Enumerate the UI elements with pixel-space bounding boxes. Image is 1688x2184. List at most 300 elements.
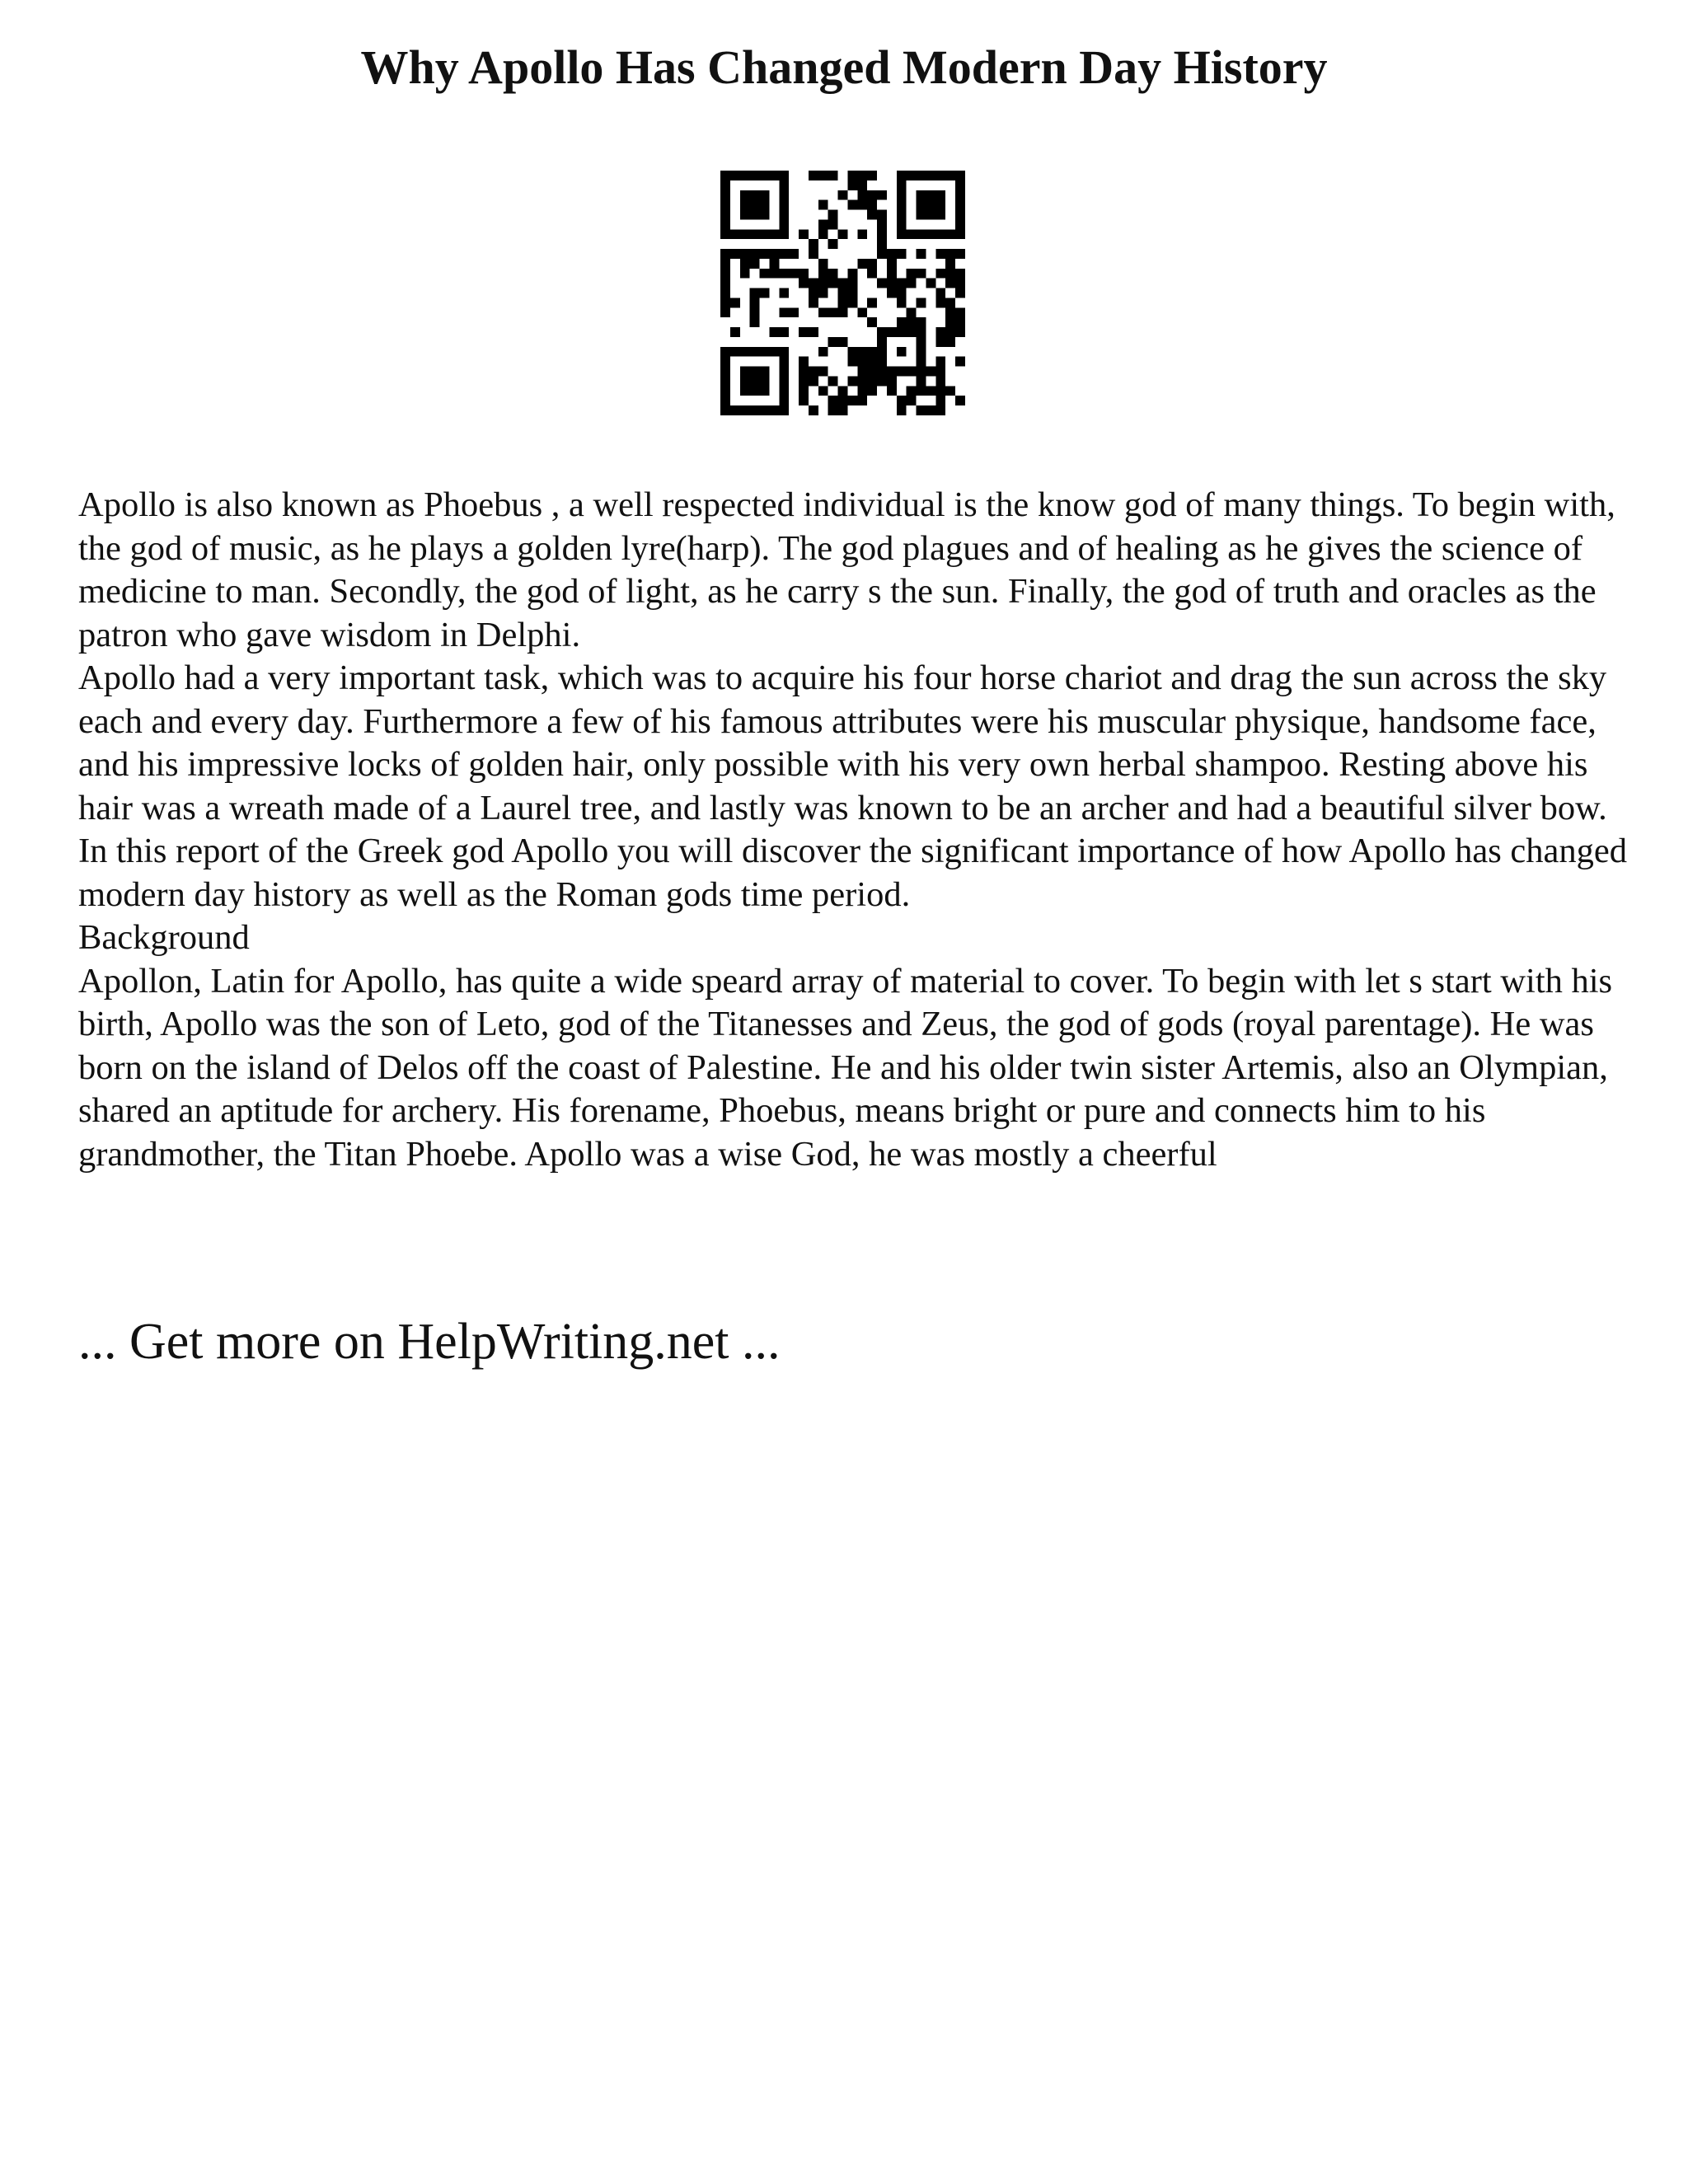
qr-module	[926, 190, 935, 200]
qr-module	[720, 307, 730, 317]
qr-module	[935, 396, 945, 405]
qr-module	[887, 279, 897, 288]
qr-module	[828, 405, 838, 415]
qr-module	[945, 259, 955, 269]
qr-module	[897, 249, 907, 259]
qr-module	[857, 396, 867, 405]
qr-module	[917, 367, 926, 377]
qr-module	[935, 386, 945, 396]
qr-module	[720, 259, 730, 269]
qr-module	[730, 298, 740, 307]
qr-module	[750, 249, 760, 259]
qr-module	[887, 249, 897, 259]
qr-module	[887, 376, 897, 386]
qr-module	[847, 288, 857, 298]
qr-module	[867, 298, 877, 307]
qr-module	[857, 200, 867, 210]
qr-module	[877, 357, 887, 367]
qr-module	[828, 239, 838, 249]
qr-module	[907, 317, 917, 327]
qr-module	[769, 405, 779, 415]
qr-module	[740, 259, 750, 269]
qr-module	[857, 180, 867, 190]
qr-module	[740, 190, 750, 200]
qr-module	[917, 298, 926, 307]
qr-module	[945, 298, 955, 307]
qr-module	[955, 210, 965, 220]
qr-module	[887, 327, 897, 337]
qr-module	[828, 269, 838, 279]
qr-module	[877, 229, 887, 239]
qr-module	[907, 307, 917, 317]
qr-module	[838, 405, 848, 415]
qr-module	[740, 405, 750, 415]
qr-module	[809, 298, 818, 307]
qr-module	[945, 386, 955, 396]
qr-module	[945, 317, 955, 327]
qr-module	[760, 229, 770, 239]
qr-module	[907, 367, 917, 377]
qr-module	[720, 269, 730, 279]
qr-module	[945, 337, 955, 347]
qr-module	[818, 269, 828, 279]
qr-module	[769, 269, 779, 279]
qr-module	[857, 367, 867, 377]
qr-module	[877, 210, 887, 220]
qr-module	[867, 210, 877, 220]
qr-module	[769, 347, 779, 357]
qr-module	[818, 279, 828, 288]
qr-module	[926, 405, 935, 415]
qr-module	[907, 396, 917, 405]
page-title: Why Apollo Has Changed Modern Day History	[360, 40, 1328, 94]
qr-module	[955, 269, 965, 279]
qr-module	[847, 279, 857, 288]
qr-module	[750, 367, 760, 377]
qr-module	[779, 171, 789, 180]
qr-module	[907, 269, 917, 279]
qr-module	[799, 367, 809, 377]
qr-module	[750, 405, 760, 415]
qr-module	[857, 229, 867, 239]
qr-module	[955, 288, 965, 298]
qr-module	[779, 210, 789, 220]
qr-module	[740, 229, 750, 239]
qr-module	[917, 327, 926, 337]
paragraph-task: Apollo had a very important task, which was to acquire his four horse chariot and drag the sun across the sky each and every day. Furthermore a few of his famous attributes were his muscular physique, handsome face, and his impressive locks of golden hair, only possible with his very own herbal shampoo. Resting above his hair was a wreath made of a Laurel tree, and lastly was known to be an archer and had a beautiful silver bow. In this report of the Greek god Apollo you will discover the significant importance of how Apollo has changed modern day history as well as the Roman gods time period.	[78, 658, 1628, 914]
qr-module	[720, 210, 730, 220]
paragraph-background: Apollon, Latin for Apollo, has quite a wide speard array of material to cover. To begin with let s start with his birth, Apollo was the son of Leto, god of the Titanesses and Zeus, the god of gods (royal parentage). He was born on the island of Delos off the coast of Palestine. He and his older twin sister Artemis, also an Olympian, shared an aptitude for archery. His forename, Phoebus, means bright or pure and connects him to his grandmother, the Titan Phoebe. Apollo was a wise God, he was mostly a cheerful	[78, 961, 1613, 1174]
qr-module	[955, 249, 965, 259]
qr-module	[779, 396, 789, 405]
qr-module	[799, 357, 809, 367]
qr-module	[750, 317, 760, 327]
qr-module	[789, 249, 799, 259]
qr-module	[720, 367, 730, 377]
qr-module	[828, 337, 838, 347]
qr-module	[955, 200, 965, 210]
qr-module	[945, 269, 955, 279]
qr-module	[917, 347, 926, 357]
qr-module	[828, 171, 838, 180]
qr-module	[760, 210, 770, 220]
qr-module	[769, 249, 779, 259]
qr-module	[857, 307, 867, 317]
qr-module	[955, 396, 965, 405]
qr-module	[809, 367, 818, 377]
qr-module	[740, 269, 750, 279]
qr-module	[897, 210, 907, 220]
qr-module	[935, 200, 945, 210]
qr-module	[740, 200, 750, 210]
qr-module	[818, 219, 828, 229]
qr-module	[867, 317, 877, 327]
qr-module	[917, 376, 926, 386]
qr-module	[847, 180, 857, 190]
qr-module	[760, 190, 770, 200]
qr-module	[730, 249, 740, 259]
qr-module	[917, 200, 926, 210]
qr-module	[740, 249, 750, 259]
qr-module	[907, 327, 917, 337]
qr-module	[760, 249, 770, 259]
qr-module	[809, 288, 818, 298]
qr-module	[917, 210, 926, 220]
qr-module	[760, 200, 770, 210]
qr-module	[935, 367, 945, 377]
qr-module	[828, 376, 838, 386]
qr-module	[828, 219, 838, 229]
qr-module	[828, 210, 838, 220]
qr-module	[730, 405, 740, 415]
qr-module	[926, 229, 935, 239]
qr-module	[769, 259, 779, 269]
qr-module	[877, 337, 887, 347]
qr-module	[779, 190, 789, 200]
qr-module	[750, 190, 760, 200]
qr-module	[867, 376, 877, 386]
qr-module	[720, 180, 730, 190]
qr-module	[897, 367, 907, 377]
qr-module	[955, 219, 965, 229]
qr-module	[809, 171, 818, 180]
qr-module	[750, 288, 760, 298]
qr-module	[897, 200, 907, 210]
qr-module	[750, 259, 760, 269]
qr-module	[917, 269, 926, 279]
qr-module	[838, 229, 848, 239]
qr-module	[945, 229, 955, 239]
qr-module	[887, 269, 897, 279]
qr-module	[730, 347, 740, 357]
qr-module	[828, 307, 838, 317]
qr-code-icon	[720, 171, 965, 415]
qr-module	[917, 190, 926, 200]
qr-module	[847, 171, 857, 180]
qr-module	[789, 307, 799, 317]
qr-module	[935, 249, 945, 259]
qr-module	[720, 288, 730, 298]
qr-module	[897, 279, 907, 288]
qr-module	[935, 376, 945, 386]
qr-module	[779, 307, 789, 317]
qr-module	[897, 317, 907, 327]
qr-module	[838, 386, 848, 396]
qr-module	[750, 210, 760, 220]
qr-module	[779, 269, 789, 279]
qr-module	[750, 347, 760, 357]
qr-module	[760, 386, 770, 396]
qr-module	[897, 396, 907, 405]
qr-module	[720, 279, 730, 288]
qr-module	[955, 190, 965, 200]
qr-module	[847, 357, 857, 367]
qr-module	[847, 376, 857, 386]
qr-module	[838, 298, 848, 307]
qr-module	[897, 171, 907, 180]
qr-module	[917, 405, 926, 415]
qr-module	[945, 327, 955, 337]
qr-module	[935, 269, 945, 279]
qr-module	[917, 317, 926, 327]
qr-module	[867, 347, 877, 357]
qr-module	[926, 210, 935, 220]
get-more-link[interactable]: ... Get more on HelpWriting.net ...	[78, 1314, 781, 1370]
qr-module	[809, 405, 818, 415]
qr-module	[867, 171, 877, 180]
qr-module	[857, 357, 867, 367]
qr-module	[897, 219, 907, 229]
qr-module	[867, 269, 877, 279]
qr-module	[847, 396, 857, 405]
qr-module	[945, 171, 955, 180]
qr-module	[818, 386, 828, 396]
qr-module	[740, 367, 750, 377]
qr-module	[838, 279, 848, 288]
qr-module	[720, 396, 730, 405]
qr-module	[750, 298, 760, 307]
qr-module	[897, 347, 907, 357]
qr-module	[897, 288, 907, 298]
qr-module	[750, 376, 760, 386]
qr-module	[818, 288, 828, 298]
qr-module	[907, 171, 917, 180]
qr-module	[907, 229, 917, 239]
qr-module	[935, 229, 945, 239]
qr-module	[917, 357, 926, 367]
qr-module	[779, 376, 789, 386]
qr-module	[779, 288, 789, 298]
qr-module	[945, 307, 955, 317]
qr-module	[750, 386, 760, 396]
qr-module	[760, 376, 770, 386]
qr-module	[877, 367, 887, 377]
qr-module	[818, 347, 828, 357]
qr-module	[720, 376, 730, 386]
qr-module	[838, 337, 848, 347]
qr-module	[955, 357, 965, 367]
qr-module	[799, 229, 809, 239]
qr-module	[877, 327, 887, 337]
qr-module	[935, 298, 945, 307]
qr-module	[926, 279, 935, 288]
qr-module	[955, 180, 965, 190]
qr-module	[720, 229, 730, 239]
qr-module	[857, 259, 867, 269]
qr-module	[847, 269, 857, 279]
qr-module	[847, 347, 857, 357]
qr-module	[809, 376, 818, 386]
qr-module	[907, 279, 917, 288]
qr-module	[760, 367, 770, 377]
qr-module	[779, 327, 789, 337]
qr-module	[750, 171, 760, 180]
qr-module	[818, 307, 828, 317]
qr-module	[887, 386, 897, 396]
qr-module	[799, 327, 809, 337]
qr-module	[730, 171, 740, 180]
qr-module	[867, 357, 877, 367]
qr-module	[877, 219, 887, 229]
qr-module	[740, 210, 750, 220]
qr-module	[769, 229, 779, 239]
essay-body	[78, 484, 1628, 1176]
qr-module	[935, 357, 945, 367]
qr-module	[769, 327, 779, 337]
qr-module	[935, 171, 945, 180]
qr-module	[779, 219, 789, 229]
qr-module	[935, 337, 945, 347]
qr-module	[867, 367, 877, 377]
qr-module	[760, 269, 770, 279]
qr-module	[809, 279, 818, 288]
qr-module	[720, 200, 730, 210]
qr-module	[799, 386, 809, 396]
qr-module	[789, 269, 799, 279]
qr-module	[838, 396, 848, 405]
qr-module	[917, 171, 926, 180]
qr-module	[818, 200, 828, 210]
qr-module	[760, 405, 770, 415]
qr-module	[926, 171, 935, 180]
qr-module	[877, 249, 887, 259]
qr-module	[779, 367, 789, 377]
qr-module	[828, 396, 838, 405]
qr-module	[917, 386, 926, 396]
qr-module	[720, 386, 730, 396]
qr-module	[720, 249, 730, 259]
qr-module	[867, 190, 877, 200]
qr-module	[877, 279, 887, 288]
qr-module	[779, 229, 789, 239]
qr-module	[750, 307, 760, 317]
qr-module	[799, 396, 809, 405]
qr-module	[838, 190, 848, 200]
qr-module	[779, 386, 789, 396]
qr-module	[867, 259, 877, 269]
qr-module	[917, 229, 926, 239]
qr-module	[818, 171, 828, 180]
qr-module	[847, 200, 857, 210]
qr-module	[955, 171, 965, 180]
qr-module	[847, 298, 857, 307]
qr-module	[897, 229, 907, 239]
qr-module	[799, 279, 809, 288]
qr-module	[740, 347, 750, 357]
qr-module	[740, 376, 750, 386]
qr-module	[877, 239, 887, 249]
qr-module	[907, 386, 917, 396]
qr-module	[945, 249, 955, 259]
qr-module	[917, 249, 926, 259]
qr-module	[818, 229, 828, 239]
qr-module	[955, 229, 965, 239]
qr-module	[740, 386, 750, 396]
qr-module	[897, 180, 907, 190]
qr-module	[799, 269, 809, 279]
qr-module	[779, 357, 789, 367]
qr-module	[720, 298, 730, 307]
qr-module	[740, 171, 750, 180]
qr-module	[838, 307, 848, 317]
qr-module	[760, 288, 770, 298]
qr-module	[760, 347, 770, 357]
qr-module	[779, 200, 789, 210]
qr-module	[730, 229, 740, 239]
qr-module	[945, 279, 955, 288]
qr-module	[877, 347, 887, 357]
qr-module	[730, 327, 740, 337]
qr-module	[857, 386, 867, 396]
qr-module	[809, 249, 818, 259]
qr-module	[926, 367, 935, 377]
qr-module	[955, 279, 965, 288]
qr-module	[799, 376, 809, 386]
qr-module	[720, 357, 730, 367]
qr-module	[769, 171, 779, 180]
qr-module	[897, 190, 907, 200]
qr-module	[779, 180, 789, 190]
qr-module	[750, 229, 760, 239]
section-heading-background: Background	[78, 918, 250, 957]
qr-module	[818, 259, 828, 269]
qr-module	[887, 288, 897, 298]
qr-module	[887, 259, 897, 269]
qr-module	[926, 200, 935, 210]
qr-module	[857, 376, 867, 386]
qr-module	[955, 307, 965, 317]
qr-module	[955, 317, 965, 327]
qr-module	[779, 347, 789, 357]
qr-module	[720, 347, 730, 357]
qr-module	[720, 171, 730, 180]
qr-module	[867, 200, 877, 210]
qr-module	[897, 327, 907, 337]
qr-module	[897, 298, 907, 307]
qr-module	[809, 327, 818, 337]
qr-module	[828, 279, 838, 288]
qr-module	[926, 386, 935, 396]
qr-module	[935, 405, 945, 415]
qr-module	[917, 337, 926, 347]
qr-module	[857, 347, 867, 357]
qr-module	[809, 239, 818, 249]
qr-module	[720, 190, 730, 200]
qr-module	[720, 405, 730, 415]
paragraph-intro: Apollo is also known as Phoebus , a well respected individual is the know god of many things. To begin with, the god of music, as he plays a golden lyre(harp). The god plagues and of healing as he gives the science of medicine to man. Secondly, the god of light, as he carry s the sun. Finally, the god of truth and oracles as the patron who gave wisdom in Delphi.	[78, 485, 1615, 654]
qr-module	[760, 171, 770, 180]
qr-module	[867, 386, 877, 396]
